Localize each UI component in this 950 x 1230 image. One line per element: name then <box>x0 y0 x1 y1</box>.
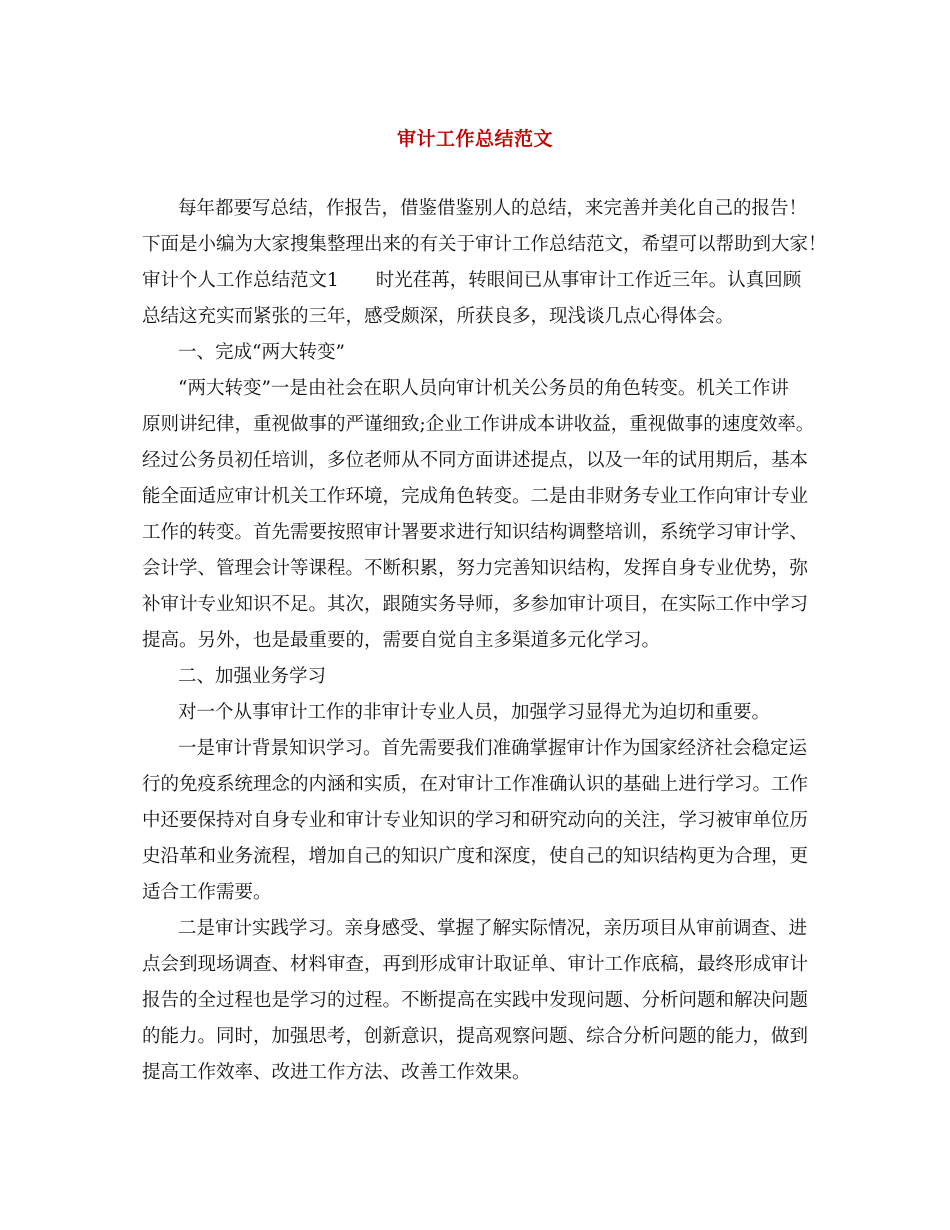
paragraph-line: 每年都要写总结，作报告，借鉴借鉴别人的总结，来完善并美化自己的报告！ <box>178 198 808 219</box>
paragraph-line: 提高。另外，也是最重要的，需要自觉自主多渠道多元化学习。 <box>142 630 661 651</box>
paragraph-line: 下面是小编为大家搜集整理出来的有关于审计工作总结范文，希望可以帮助到大家！ <box>142 234 827 255</box>
paragraph-line: 行的免疫系统理念的内涵和实质，在对审计工作准确认识的基础上进行学习。工作 <box>142 774 809 795</box>
paragraph-line: 报告的全过程也是学习的过程。不断提高在实践中发现问题、分析问题和解决问题 <box>142 990 809 1011</box>
paragraph-line: 审计个人工作总结范文1 时光荏苒，转眼间已从事审计工作近三年。认真回顾 <box>142 270 802 291</box>
paragraph-line: 一是审计背景知识学习。首先需要我们准确掌握审计作为国家经济社会稳定运 <box>178 738 808 759</box>
section-heading: 二、加强业务学习 <box>178 666 327 687</box>
paragraph-line: 原则讲纪律，重视做事的严谨细致;企业工作讲成本讲收益，重视做事的速度效率。 <box>142 414 815 435</box>
paragraph-line: 二是审计实践学习。亲身感受、掌握了解实际情况，亲历项目从审前调查、进 <box>178 918 808 939</box>
paragraph-line: 的能力。同时，加强思考，创新意识，提高观察问题、综合分析问题的能力，做到 <box>142 1026 809 1047</box>
paragraph-line: 补审计专业知识不足。其次，跟随实务导师，多参加审计项目，在实际工作中学习 <box>142 594 809 615</box>
paragraph-line: 会计学、管理会计等课程。不断积累，努力完善知识结构，发挥自身专业优势，弥 <box>142 558 809 579</box>
paragraph-line: 提高工作效率、改进工作方法、改善工作效果。 <box>142 1062 531 1083</box>
section-heading: 一、完成“两大转变” <box>178 342 345 363</box>
paragraph-line: 史沿革和业务流程，增加自己的知识广度和深度，使自己的知识结构更为合理，更 <box>142 846 809 867</box>
paragraph-line: 总结这充实而紧张的三年，感受颇深，所获良多，现浅谈几点心得体会。 <box>142 306 735 327</box>
document-title: 审计工作总结范文 <box>396 128 553 150</box>
paragraph-line: 对一个从事审计工作的非审计专业人员，加强学习显得尤为迫切和重要。 <box>178 702 771 723</box>
paragraph-line: 点会到现场调查、材料审查，再到形成审计取证单、审计工作底稿，最终形成审计 <box>142 954 809 975</box>
paragraph-line: 适合工作需要。 <box>142 882 272 903</box>
paragraph-line: 工作的转变。首先需要按照审计署要求进行知识结构调整培训，系统学习审计学、 <box>142 522 809 543</box>
paragraph-line: 经过公务员初任培训，多位老师从不同方面讲述提点，以及一年的试用期后，基本 <box>142 450 809 471</box>
paragraph-line: 中还要保持对自身专业和审计专业知识的学习和研究动向的关注，学习被审单位历 <box>142 810 809 831</box>
paragraph-line: 能全面适应审计机关工作环境，完成角色转变。二是由非财务专业工作向审计专业 <box>142 486 809 507</box>
paragraph-line: “两大转变”一是由社会在职人员向审计机关公务员的角色转变。机关工作讲 <box>178 378 789 399</box>
